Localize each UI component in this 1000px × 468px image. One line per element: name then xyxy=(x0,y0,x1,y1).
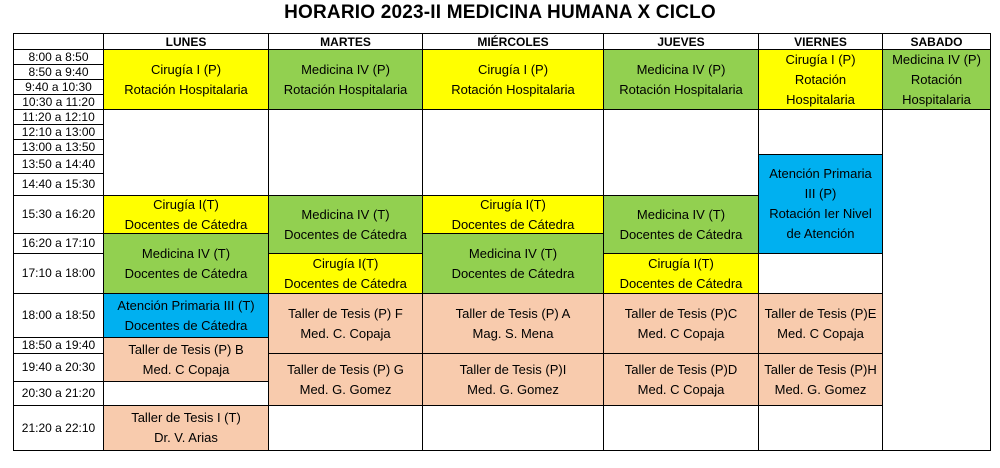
class-block xyxy=(603,49,759,110)
day-header: VIERNES xyxy=(758,33,883,50)
class-line: Medicina IV (P) xyxy=(636,61,726,77)
time-slot: 9:40 a 10:30 xyxy=(13,79,104,95)
class-line: Med. G. Gomez xyxy=(299,381,392,397)
class-block xyxy=(103,49,269,110)
class-line: Med. C Copaja xyxy=(637,381,725,397)
class-line: Med. C Copaja xyxy=(142,361,230,377)
empty-block xyxy=(422,405,604,451)
class-line: Taller de Tesis (P)C xyxy=(624,305,738,321)
class-line: Docentes de Cátedra xyxy=(124,317,248,333)
class-block xyxy=(758,154,883,254)
day-header: SABADO xyxy=(882,33,991,50)
time-slot: 19:40 a 20:30 xyxy=(13,353,104,382)
empty-block xyxy=(603,109,759,196)
time-slot: 18:50 a 19:40 xyxy=(13,337,104,354)
class-block xyxy=(758,353,883,406)
class-block xyxy=(422,293,604,354)
class-block xyxy=(103,293,269,338)
empty-block xyxy=(758,253,883,294)
class-line: Taller de Tesis (P) F xyxy=(288,305,403,321)
class-line: Taller de Tesis I (T) xyxy=(131,410,241,425)
class-line: III (P) xyxy=(804,186,837,201)
time-slot: 16:20 a 17:10 xyxy=(13,233,104,254)
class-line: Med. G. Gomez xyxy=(774,381,867,397)
class-line: Cirugía I(T) xyxy=(312,255,379,271)
class-line: Cirugía I (P) xyxy=(477,61,549,77)
class-line: Cirugía I(T) xyxy=(480,196,546,212)
class-line: Hospitalaria xyxy=(786,91,855,107)
schedule-title: HORARIO 2023-II MEDICINA HUMANA X CICLO xyxy=(284,2,716,23)
class-line: Rotación Hospitalaria xyxy=(283,81,408,97)
class-block xyxy=(268,195,423,254)
class-line: Cirugía I (P) xyxy=(150,61,222,77)
empty-block xyxy=(103,109,269,196)
corner-cell xyxy=(13,33,104,50)
class-block xyxy=(603,195,759,254)
class-line: Taller de Tesis (P)H xyxy=(764,361,877,377)
class-line: Docentes de Cátedra xyxy=(124,216,248,232)
class-block xyxy=(268,293,423,354)
class-line: Atención Primaria III (T) xyxy=(117,297,255,313)
class-block xyxy=(603,293,759,354)
class-line: Cirugía I(T) xyxy=(648,255,714,271)
class-line: Medicina IV (T) xyxy=(468,245,558,261)
class-line: Medicina IV (T) xyxy=(636,206,726,222)
class-line: Medicina IV (P) xyxy=(301,61,390,77)
class-line: Rotación xyxy=(794,71,847,87)
time-slot: 20:30 a 21:20 xyxy=(13,381,104,406)
class-line: Docentes de Cátedra xyxy=(284,226,407,242)
class-line: Rotación xyxy=(910,71,963,87)
class-block xyxy=(422,233,604,294)
class-line: Taller de Tesis (P)E xyxy=(764,305,877,321)
class-line: de Atención xyxy=(786,226,855,241)
time-slot: 12:10 a 13:00 xyxy=(13,124,104,140)
class-line: Docentes de Cátedra xyxy=(284,275,407,291)
time-slot: 13:00 a 13:50 xyxy=(13,139,104,155)
day-header: LUNES xyxy=(103,33,269,50)
class-line: Docentes de Cátedra xyxy=(451,265,575,281)
day-header: JUEVES xyxy=(603,33,759,50)
class-line: Rotación Ier Nivel xyxy=(769,206,872,221)
time-slot: 18:00 a 18:50 xyxy=(13,293,104,338)
class-line: Dr. V. Arias xyxy=(154,430,218,445)
class-line: Med. C Copaja xyxy=(777,325,864,341)
empty-block xyxy=(268,109,423,196)
empty-block xyxy=(103,381,269,406)
class-line: Atención Primaria xyxy=(769,166,872,181)
day-header: MARTES xyxy=(268,33,423,50)
empty-block xyxy=(603,405,759,451)
class-block xyxy=(103,337,269,382)
class-line: Taller de Tesis (P) B xyxy=(128,341,244,357)
class-block xyxy=(882,49,991,110)
class-line: Docentes de Cátedra xyxy=(619,275,743,291)
empty-block xyxy=(758,405,883,451)
class-block xyxy=(758,293,883,354)
day-header: MIÉRCOLES xyxy=(422,33,604,50)
empty-block xyxy=(758,109,883,155)
class-line: Cirugía I (P) xyxy=(785,51,856,67)
class-line: Taller de Tesis (P)I xyxy=(459,361,567,377)
class-line: Medicina IV (P) xyxy=(892,51,981,67)
class-line: Cirugía I(T) xyxy=(153,196,219,212)
empty-block xyxy=(268,405,423,451)
class-line: Med. C Copaja xyxy=(637,325,725,341)
class-block xyxy=(758,49,883,110)
time-slot: 15:30 a 16:20 xyxy=(13,195,104,234)
class-line: Medicina IV (T) xyxy=(141,245,231,261)
class-line: Med. C. Copaja xyxy=(300,325,391,341)
class-line: Docentes de Cátedra xyxy=(619,226,743,242)
class-line: Taller de Tesis (P) A xyxy=(455,305,571,321)
class-line: Rotación Hospitalaria xyxy=(124,81,248,97)
class-line: Rotación Hospitalaria xyxy=(451,81,575,97)
empty-block xyxy=(422,109,604,196)
time-slot: 11:20 a 12:10 xyxy=(13,109,104,125)
time-slot: 14:40 a 15:30 xyxy=(13,173,104,196)
class-line: Mag. S. Mena xyxy=(472,325,554,341)
class-line: Taller de Tesis (P)D xyxy=(624,361,738,377)
time-slot: 8:50 a 9:40 xyxy=(13,64,104,80)
time-slot: 10:30 a 11:20 xyxy=(13,94,104,110)
class-line: Taller de Tesis (P) G xyxy=(287,361,404,377)
class-block xyxy=(422,195,604,234)
class-block xyxy=(422,49,604,110)
class-block xyxy=(268,353,423,406)
class-block xyxy=(103,195,269,234)
class-line: Docentes de Cátedra xyxy=(451,216,575,232)
time-slot: 8:00 a 8:50 xyxy=(13,49,104,65)
class-block xyxy=(103,233,269,294)
time-slot: 13:50 a 14:40 xyxy=(13,154,104,174)
time-slot: 21:20 a 22:10 xyxy=(13,405,104,451)
time-slot: 17:10 a 18:00 xyxy=(13,253,104,294)
class-block xyxy=(422,353,604,406)
class-block xyxy=(103,405,269,451)
class-block xyxy=(268,49,423,110)
class-block xyxy=(603,253,759,294)
class-line: Hospitalaria xyxy=(902,91,971,107)
class-line: Rotación Hospitalaria xyxy=(619,81,743,97)
class-line: Medicina IV (T) xyxy=(301,206,390,222)
empty-block xyxy=(882,109,991,451)
class-line: Docentes de Cátedra xyxy=(124,265,248,281)
class-block xyxy=(603,353,759,406)
class-line: Med. G. Gomez xyxy=(467,381,559,397)
class-block xyxy=(268,253,423,294)
